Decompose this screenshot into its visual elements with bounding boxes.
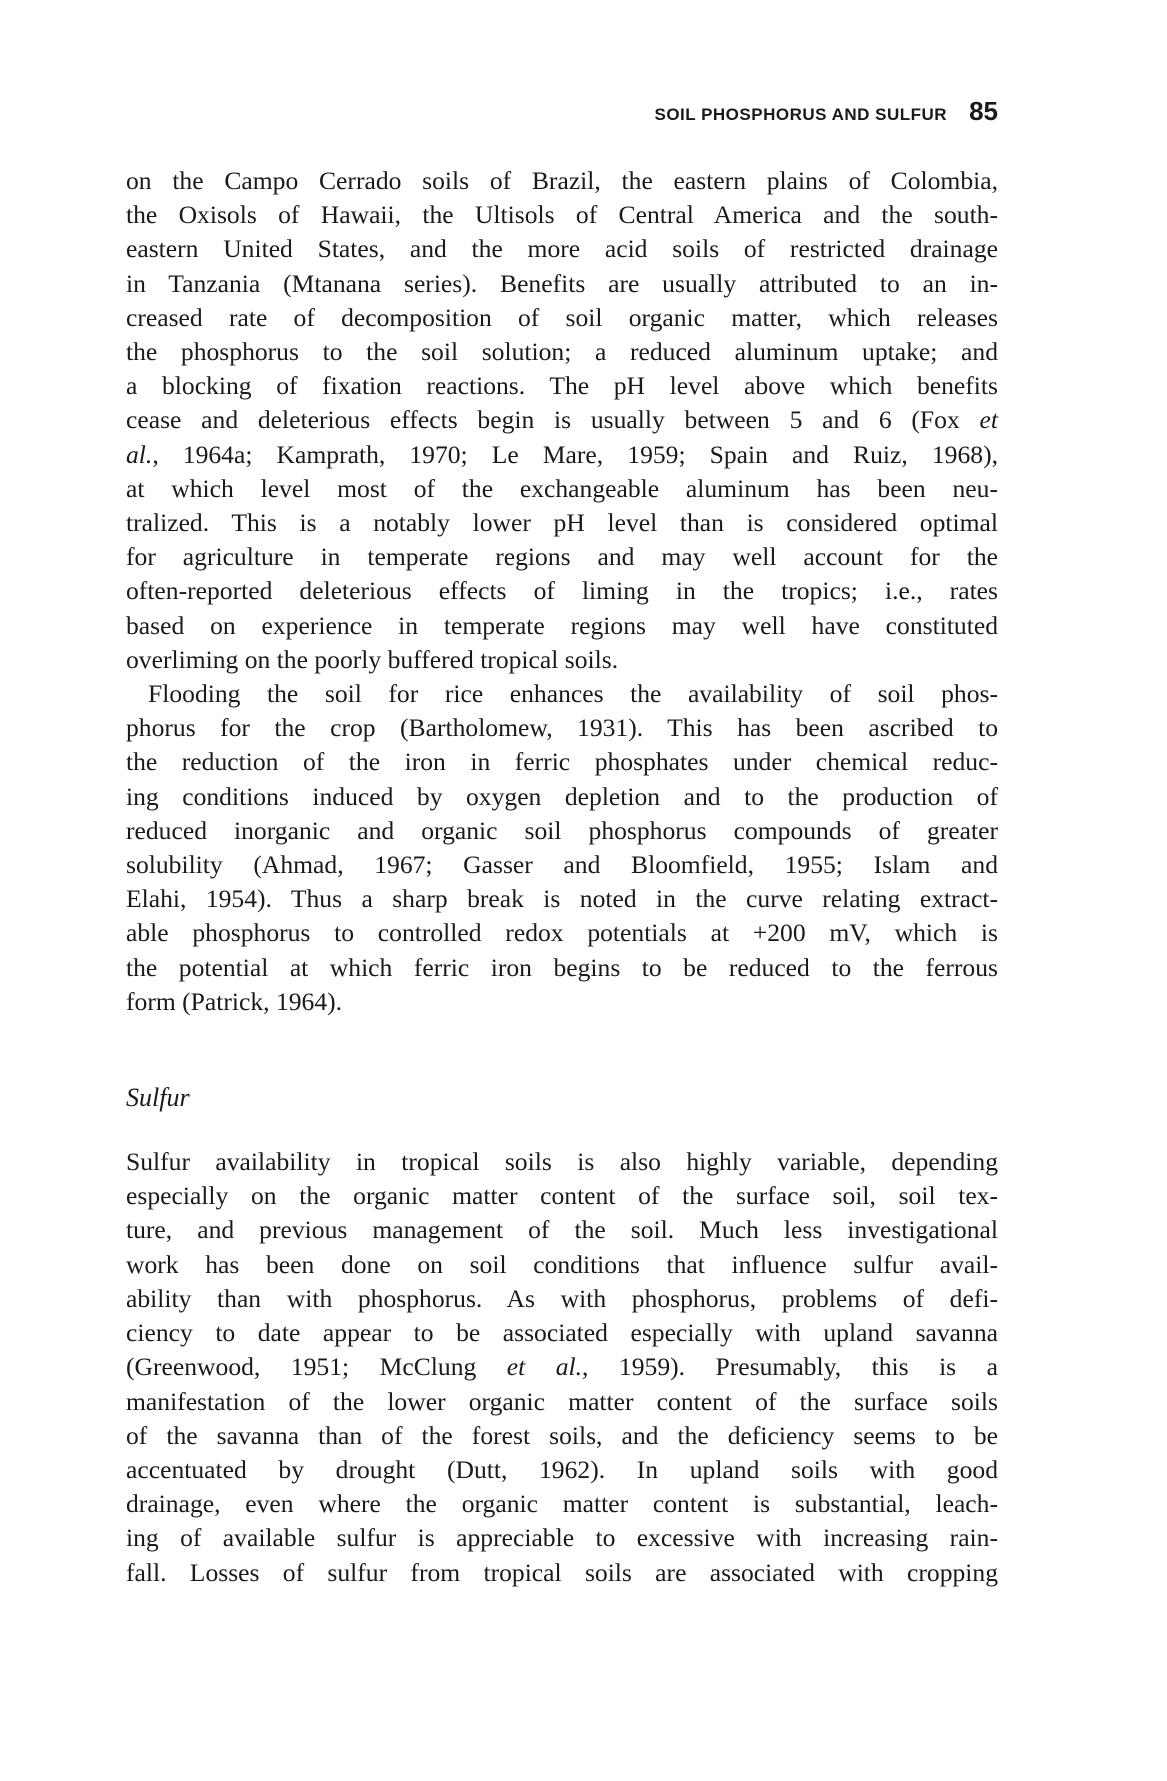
text-line: tralized. This is a notably lower pH level than is considered optimal: [126, 508, 998, 538]
section-heading-sulfur: Sulfur: [126, 1083, 190, 1113]
text-line: Flooding the soil for rice enhances the availability of soil phos-: [148, 679, 998, 709]
text-line: able phosphorus to controlled redox potentials at +200 mV, which is: [126, 918, 998, 948]
text-line: cease and deleterious effects begin is usually between 5 and 6 (Fox et: [126, 405, 998, 435]
text-line: fall. Losses of sulfur from tropical soils are associated with cropping: [126, 1557, 998, 1587]
text-line: ing conditions induced by oxygen depletion and to the production of: [126, 781, 998, 811]
page-number: 85: [969, 96, 998, 126]
text-line: a blocking of fixation reactions. The pH level above which benefits: [126, 371, 998, 401]
text-line: ing of available sulfur is appreciable to excessive with increasing rain-: [126, 1523, 998, 1553]
text-line: al., 1964a; Kamprath, 1970; Le Mare, 1959; Spain and Ruiz, 1968),: [126, 439, 998, 469]
text-line: solubility (Ahmad, 1967; Gasser and Bloomfield, 1955; Islam and: [126, 850, 998, 880]
paragraph-sulfur-availability: [126, 1145, 998, 1590]
text-line: Sulfur availability in tropical soils is also highly variable, depending: [126, 1147, 998, 1177]
text-line: for agriculture in temperate regions and may well account for the: [126, 542, 998, 572]
text-line: based on experience in temperate regions may well have constituted: [126, 610, 998, 640]
text-line: ability than with phosphorus. As with phosphorus, problems of defi-: [126, 1283, 998, 1313]
text-line: work has been done on soil conditions that influence sulfur avail-: [126, 1249, 998, 1279]
text-line: eastern United States, and the more acid soils of restricted drainage: [126, 234, 998, 264]
text-line: especially on the organic matter content of the surface soil, soil tex-: [126, 1181, 998, 1211]
text-line: the phosphorus to the soil solution; a reduced aluminum uptake; and: [126, 337, 998, 367]
text-line: (Greenwood, 1951; McClung et al., 1959). Presumably, this is a: [126, 1352, 998, 1382]
text-line: of the savanna than of the forest soils, and the deficiency seems to be: [126, 1420, 998, 1450]
text-line: at which level most of the exchangeable aluminum has been neu-: [126, 473, 998, 503]
text-line: ture, and previous management of the soil. Much less investigational: [126, 1215, 998, 1245]
text-line: phorus for the crop (Bartholomew, 1931). This has been ascribed to: [126, 713, 998, 743]
text-line: the reduction of the iron in ferric phosphates under chemical reduc-: [126, 747, 998, 777]
text-line: the potential at which ferric iron begins to be reduced to the ferrous: [126, 952, 998, 982]
text-line: the Oxisols of Hawaii, the Ultisols of Central America and the south-: [126, 200, 998, 230]
text-line: in Tanzania (Mtanana series). Benefits are usually attributed to an in-: [126, 268, 998, 298]
text-line: accentuated by drought (Dutt, 1962). In upland soils with good: [126, 1454, 998, 1484]
paragraph-phosphorus-liming: [126, 164, 998, 677]
text-line: reduced inorganic and organic soil phosphorus compounds of greater: [126, 815, 998, 845]
paragraph-flooding-rice: [126, 677, 998, 1019]
text-line: ciency to date appear to be associated especially with upland savanna: [126, 1318, 998, 1348]
text-line: manifestation of the lower organic matter content of the surface soils: [126, 1386, 998, 1416]
running-head: [126, 96, 998, 136]
text-line: often-reported deleterious effects of liming in the tropics; i.e., rates: [126, 576, 998, 606]
text-line: on the Campo Cerrado soils of Brazil, the eastern plains of Colombia,: [126, 166, 998, 195]
text-line: form (Patrick, 1964).: [126, 986, 343, 1016]
book-page: [126, 96, 998, 1590]
text-line: drainage, even where the organic matter content is substantial, leach-: [126, 1489, 998, 1519]
text-line: overliming on the poorly buffered tropical soils.: [126, 644, 619, 674]
text-line: Elahi, 1954). Thus a sharp break is noted in the curve relating extract-: [126, 884, 998, 914]
text-line: creased rate of decomposition of soil organic matter, which releases: [126, 302, 998, 332]
running-head-title: SOIL PHOSPHORUS AND SULFUR: [654, 105, 948, 124]
